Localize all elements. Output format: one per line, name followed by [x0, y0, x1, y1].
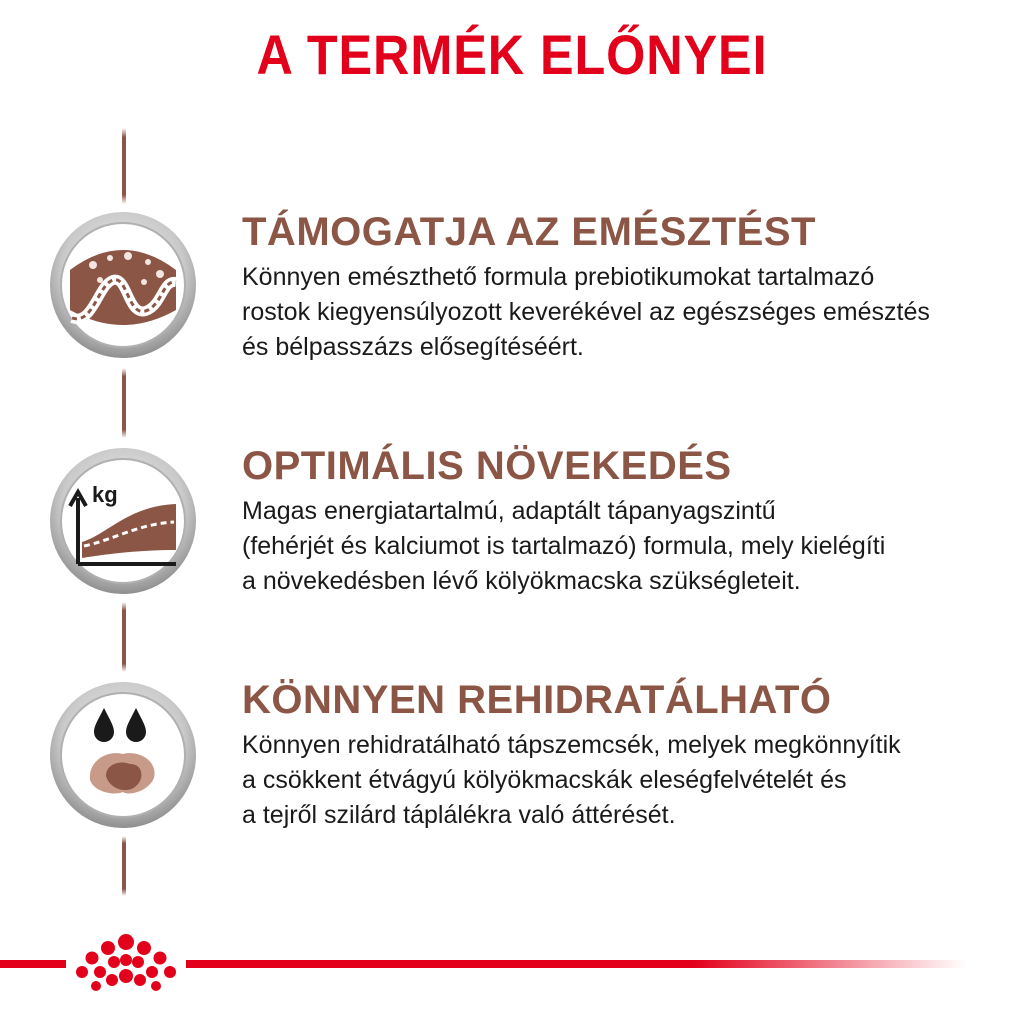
timeline-line-1 [122, 128, 126, 204]
feature-description [242, 728, 1002, 833]
feature-growth [242, 442, 1002, 599]
description-line: és bélpasszázs elősegítéséért. [242, 333, 584, 361]
feature-heading: TÁMOGATJA AZ EMÉSZTÉST [242, 210, 816, 254]
feature-description [242, 260, 1002, 365]
feature-heading: KÖNNYEN REHIDRATÁLHATÓ [242, 678, 832, 722]
growth-icon [48, 446, 198, 596]
description-line: a növekedésben lévő kölyökmacska szükségleteit. [242, 567, 801, 595]
brand-bar-right [186, 960, 966, 968]
timeline-line-4 [122, 836, 126, 896]
timeline-line-2 [122, 368, 126, 438]
description-line: Magas energiatartalmú, adaptált tápanyagszintű [242, 497, 776, 525]
feature-rehydration [242, 676, 1002, 833]
description-line: (fehérjét és kalciumot is tartalmazó) formula, mely kielégíti [242, 532, 886, 560]
description-line: rostok kiegyensúlyozott keverékével az egészséges emésztés [242, 298, 930, 326]
crown-logo-icon [70, 932, 182, 996]
timeline-line-3 [122, 602, 126, 672]
feature-heading: OPTIMÁLIS NÖVEKEDÉS [242, 444, 732, 488]
feature-description [242, 494, 1002, 599]
feature-digestion [242, 208, 1002, 365]
page-title: A TERMÉK ELŐNYEI [256, 23, 768, 86]
description-line: Könnyen emészthető formula prebiotikumokat tartalmazó [242, 263, 875, 291]
digestion-icon [48, 210, 198, 360]
description-line: Könnyen rehidratálható tápszemcsék, melyek megkönnyítik [242, 731, 901, 759]
rehydration-icon [48, 680, 198, 830]
description-line: a tejről szilárd táplálékra való áttérését. [242, 801, 676, 829]
description-line: a csökkent étvágyú kölyökmacskák eleségfelvételét és [242, 766, 847, 794]
kg-label: kg [92, 482, 118, 507]
brand-bar-left [0, 960, 66, 968]
